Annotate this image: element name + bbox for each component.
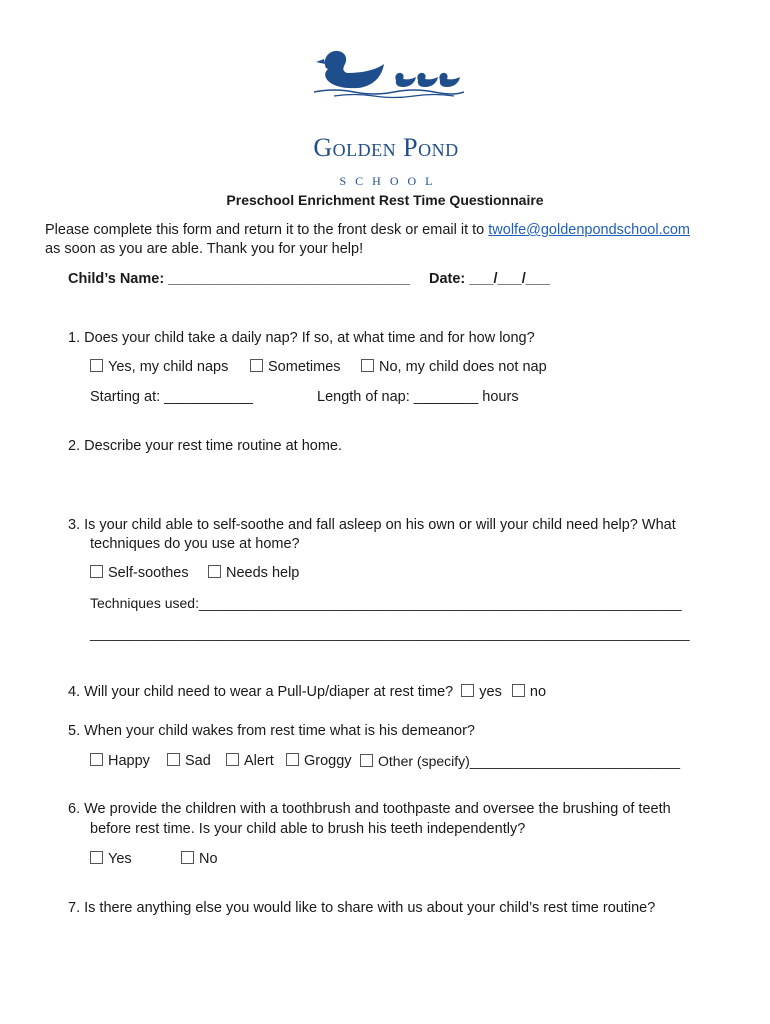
q3-option-self-soothes-label: Self-soothes (108, 565, 189, 581)
q5-option-sad-label: Sad (185, 753, 211, 769)
q1-option-no[interactable] (361, 358, 547, 376)
child-name-field[interactable]: Child’s Name: ______________________________ (68, 271, 411, 287)
q5-option-alert[interactable] (226, 752, 274, 770)
q4-option-no-label: no (529, 684, 547, 700)
q4-option-yes-label: yes (479, 684, 502, 700)
q1-option-yes[interactable] (90, 358, 228, 376)
q1-option-no-label: No, my child does not nap (379, 359, 547, 375)
checkbox-icon[interactable] (208, 565, 221, 578)
question-6-line-2: before rest time. Is your child able to brush his teeth independently? (90, 821, 526, 837)
question-3-line-1: 3. Is your child able to self-soothe and fall asleep on his own or will your child need help? What (68, 517, 676, 533)
q3-option-needs-help-label: Needs help (226, 565, 300, 581)
logo-subtitle: SCHOOL (339, 174, 442, 188)
checkbox-icon[interactable] (461, 684, 474, 697)
q3-option-self-soothes[interactable] (90, 564, 189, 582)
q1-option-sometimes[interactable] (250, 358, 341, 376)
checkbox-icon[interactable] (512, 684, 525, 697)
question-4-text: 4. Will your child need to wear a Pull-Up/diaper at rest time? (68, 684, 454, 700)
q5-option-sad[interactable] (167, 752, 211, 770)
q4-option-no[interactable] (512, 684, 546, 700)
q3-techniques-field[interactable]: Techniques used:______________________________________________________________ (90, 595, 682, 611)
date-field[interactable]: Date: ___/___/___ (429, 271, 550, 287)
checkbox-icon[interactable] (286, 753, 299, 766)
question-3-line-2: techniques do you use at home? (90, 536, 300, 552)
q5-option-happy-label: Happy (108, 753, 150, 769)
q1-option-yes-label: Yes, my child naps (108, 359, 229, 375)
checkbox-icon[interactable] (226, 753, 239, 766)
checkbox-icon[interactable] (90, 565, 103, 578)
checkbox-icon[interactable] (167, 753, 180, 766)
checkbox-icon[interactable] (250, 359, 263, 372)
q1-option-sometimes-label: Sometimes (268, 359, 341, 375)
checkbox-icon[interactable] (90, 753, 103, 766)
checkbox-icon[interactable] (361, 359, 374, 372)
question-1: 1. Does your child take a daily nap? If so, at what time and for how long? (68, 330, 535, 346)
question-7: 7. Is there anything else you would like to share with us about your child’s rest time routine? (68, 900, 656, 916)
form-title: Preschool Enrichment Rest Time Questionnaire (226, 192, 544, 208)
q6-option-no[interactable] (181, 850, 218, 868)
q5-option-groggy[interactable] (286, 752, 352, 770)
logo-name: Golden Pond (313, 133, 459, 162)
intro-text: Please complete this form and return it to the front desk or email it to (45, 222, 489, 238)
q6-option-no-label: No (199, 851, 218, 867)
q5-option-other[interactable] (360, 752, 680, 770)
q6-option-yes-label: Yes (108, 851, 132, 867)
intro-line-1 (45, 221, 690, 239)
checkbox-icon[interactable] (90, 851, 103, 864)
question-2: 2. Describe your rest time routine at home. (68, 438, 343, 454)
q3-techniques-line-2[interactable]: _____________________________________________________________________________ (90, 625, 690, 641)
q1-length-field[interactable]: Length of nap: ________ hours (317, 389, 519, 405)
school-logo (276, 40, 496, 188)
intro-line-2: as soon as you are able. Thank you for your help! (45, 241, 364, 257)
q1-starting-field[interactable]: Starting at: ___________ (90, 389, 253, 405)
duck-family-icon (314, 40, 464, 135)
question-4 (68, 683, 546, 701)
checkbox-icon[interactable] (90, 359, 103, 372)
question-6-line-1: 6. We provide the children with a toothbrush and toothpaste and oversee the brushing of teeth (68, 801, 671, 817)
q5-option-groggy-label: Groggy (304, 753, 352, 769)
checkbox-icon[interactable] (181, 851, 194, 864)
q5-option-happy[interactable] (90, 752, 150, 770)
email-link[interactable]: twolfe@goldenpondschool.com (488, 222, 690, 238)
q6-option-yes[interactable] (90, 850, 132, 868)
q5-option-other-label: Other (specify)___________________________ (378, 753, 681, 769)
checkbox-icon[interactable] (360, 754, 373, 767)
q3-option-needs-help[interactable] (208, 564, 299, 582)
q5-option-alert-label: Alert (244, 753, 274, 769)
question-5: 5. When your child wakes from rest time what is his demeanor? (68, 723, 475, 739)
q4-option-yes[interactable] (461, 684, 502, 700)
